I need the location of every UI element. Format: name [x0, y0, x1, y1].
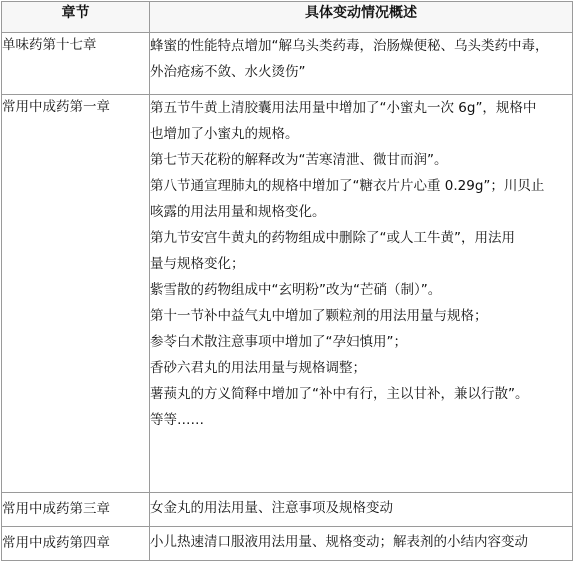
description-line: 也增加了小蜜丸的规格。	[150, 126, 299, 142]
description-line: 紫雪散的药物组成中“玄明粉”改为“芒硝（制）”。	[150, 282, 442, 298]
table-row	[2, 95, 573, 493]
description-line: 第九节安宫牛黄丸的药物组成中删除了“或人工牛黄”，用法用	[150, 230, 515, 246]
description-cell	[150, 527, 573, 561]
description-cell	[150, 493, 573, 527]
description-line: 第十一节补中益气丸中增加了颗粒剂的用法用量与规格；	[150, 308, 488, 324]
header-description: 具体变动情况概述	[150, 2, 573, 33]
header-row	[2, 2, 573, 33]
description-line: 量与规格变化；	[150, 256, 245, 272]
description-line: 香砂六君丸的用法用量与规格调整；	[150, 360, 366, 376]
description-line: 等等……	[150, 412, 204, 428]
description-line: 第七节天花粉的解释改为“苦寒清泄、微甘而润”。	[150, 152, 448, 168]
changes-table	[1, 1, 573, 561]
description-line: 第五节牛黄上清胶囊用法用量中增加了“小蜜丸一次 6g”，规格中	[150, 100, 537, 116]
chapter-cell: 常用中成药第四章	[2, 527, 150, 561]
description-line: 蜂蜜的性能特点增加“解乌头类药毒，治肠燥便秘、乌头类药中毒，	[150, 38, 549, 54]
description-line: 参苓白术散注意事项中增加了“孕妇慎用”；	[150, 334, 407, 350]
table-row	[2, 33, 573, 95]
description-cell	[150, 33, 573, 95]
description-line: 第八节通宣理肺丸的规格中增加了“糖衣片片心重 0.29g”；川贝止	[150, 178, 545, 194]
description-line: 外治疮疡不敛、水火烫伤”	[150, 64, 306, 80]
chapter-cell: 常用中成药第一章	[2, 95, 150, 493]
table-row	[2, 527, 573, 561]
chapter-cell: 单味药第十七章	[2, 33, 150, 95]
description-cell	[150, 95, 573, 493]
header-chapter: 章节	[2, 2, 150, 33]
description-line: 薯蓣丸的方义简释中增加了“补中有行，主以甘补，兼以行散”。	[150, 386, 529, 402]
description-line: 咳露的用法用量和规格变化。	[150, 204, 326, 220]
table-row	[2, 493, 573, 527]
description-line: 女金丸的用法用量、注意事项及规格变动	[150, 500, 393, 516]
chapter-cell: 常用中成药第三章	[2, 493, 150, 527]
description-line: 小儿热速清口服液用法用量、规格变动；解表剂的小结内容变动	[150, 534, 528, 550]
